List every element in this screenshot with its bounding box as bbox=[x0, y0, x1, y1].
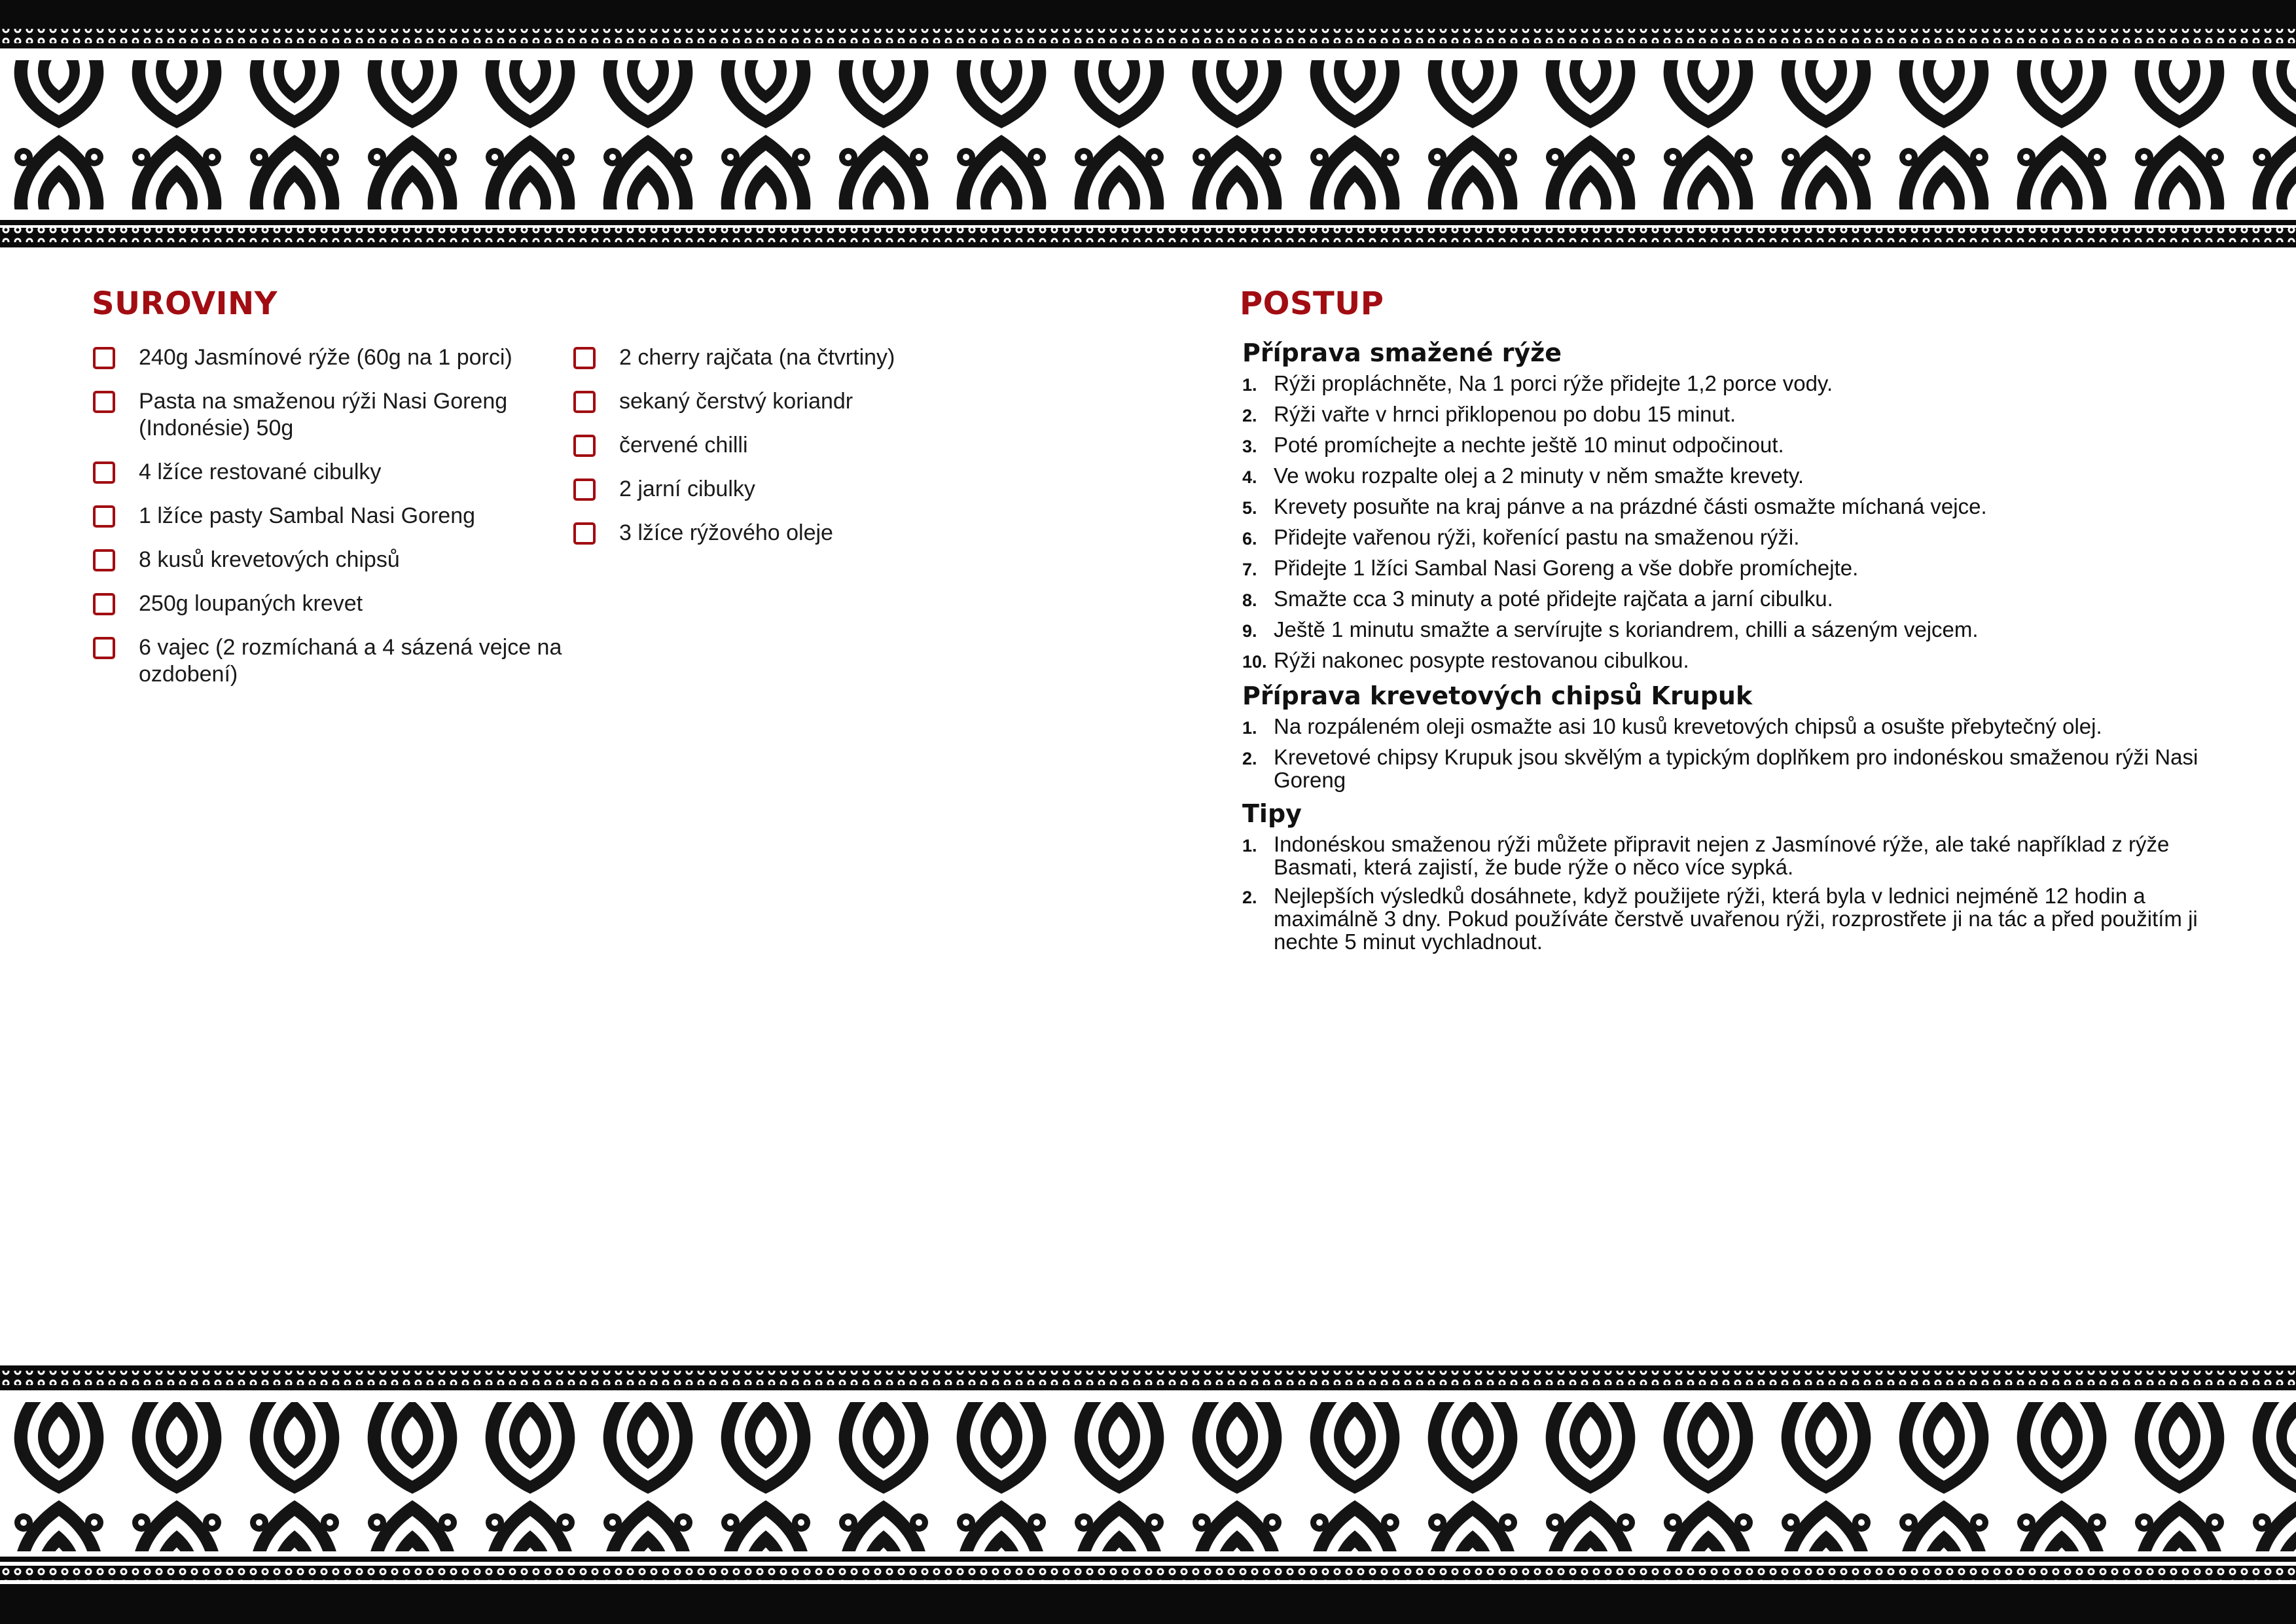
top-ornament-border bbox=[0, 0, 2296, 257]
step-text: Na rozpáleném oleji osmažte asi 10 kusů krevetových chipsů a osušte přebytečný olej. bbox=[1274, 714, 2102, 738]
ingredient-item bbox=[93, 344, 564, 371]
checkbox-icon[interactable] bbox=[93, 391, 115, 413]
step-item bbox=[1242, 618, 2211, 643]
ingredient-item bbox=[573, 388, 979, 415]
checkbox-icon[interactable] bbox=[573, 478, 596, 501]
ingredient-text: 2 jarní cibulky bbox=[619, 477, 755, 501]
ingredient-text: Pasta na smaženou rýži Nasi Goreng (Indonésie) 50g bbox=[139, 389, 508, 441]
checkbox-icon[interactable] bbox=[93, 637, 115, 659]
step-number: 10. bbox=[1242, 652, 1267, 672]
step-text: Nejlepších výsledků dosáhnete, když použijete rýži, která byla v lednici nejméně 12 hodin a maximálně 3 dny. Pokud používáte čerstvě uvařenou rýži, rozprostřete ji na tác a před použitím ji nechte 5 minut vychladnout. bbox=[1274, 884, 2198, 954]
method-content bbox=[1242, 336, 2211, 959]
ingredient-item bbox=[93, 547, 564, 573]
step-item bbox=[1242, 556, 2211, 581]
ingredient-item bbox=[93, 388, 564, 442]
ingredient-text: 250g loupaných krevet bbox=[139, 591, 363, 616]
checkbox-icon[interactable] bbox=[573, 347, 596, 369]
step-item bbox=[1242, 715, 2211, 740]
step-item bbox=[1242, 526, 2211, 550]
checkbox-icon[interactable] bbox=[93, 347, 115, 369]
step-item bbox=[1242, 649, 2211, 674]
step-text: Indonéskou smaženou rýži můžete připravit nejen z Jasmínové rýže, ale také například z rýže Basmati, která zajistí, že bude rýže o něco více sypká. bbox=[1274, 832, 2170, 879]
step-number: 4. bbox=[1242, 467, 1257, 487]
step-text: Ještě 1 minutu smažte a servírujte s koriandrem, chilli a sázeným vejcem. bbox=[1274, 617, 1979, 641]
step-number: 6. bbox=[1242, 529, 1257, 549]
ingredient-item bbox=[573, 520, 979, 547]
checkbox-icon[interactable] bbox=[93, 549, 115, 571]
method-title: POSTUP bbox=[1240, 285, 1384, 322]
ingredients-list-column-1 bbox=[93, 344, 564, 705]
ingredient-text: 1 lžíce pasty Sambal Nasi Goreng bbox=[139, 503, 476, 528]
step-number: 2. bbox=[1242, 749, 1257, 768]
step-item bbox=[1242, 833, 2211, 878]
step-number: 3. bbox=[1242, 437, 1257, 456]
ingredient-text: červené chilli bbox=[619, 433, 748, 458]
step-text: Krevety posuňte na kraj pánve a na prázdné části osmažte míchaná vejce. bbox=[1274, 494, 1987, 518]
checkbox-icon[interactable] bbox=[93, 593, 115, 615]
ingredient-text: 3 lžíce rýžového oleje bbox=[619, 520, 833, 545]
step-number: 8. bbox=[1242, 590, 1257, 610]
checkbox-icon[interactable] bbox=[573, 435, 596, 457]
step-item bbox=[1242, 495, 2211, 520]
step-text: Ve woku rozpalte olej a 2 minuty v něm smažte krevety. bbox=[1274, 463, 1804, 488]
ingredient-item bbox=[573, 432, 979, 459]
step-number: 1. bbox=[1242, 718, 1257, 738]
step-text: Rýži vařte v hrnci přiklopenou po dobu 15 minut. bbox=[1274, 402, 1736, 426]
step-text: Rýži propláchněte, Na 1 porci rýže přidejte 1,2 porce vody. bbox=[1274, 371, 1833, 395]
bottom-ornament-border bbox=[0, 1365, 2296, 1624]
step-item bbox=[1242, 464, 2211, 489]
step-item bbox=[1242, 403, 2211, 427]
step-item bbox=[1242, 587, 2211, 612]
step-item bbox=[1242, 372, 2211, 397]
ingredient-item bbox=[93, 459, 564, 486]
step-number: 7. bbox=[1242, 560, 1257, 579]
step-text: Krevetové chipsy Krupuk jsou skvělým a typickým doplňkem pro indonéskou smaženou rýži Nasi Goreng bbox=[1274, 745, 2198, 792]
ingredient-item bbox=[93, 590, 564, 617]
ingredient-item bbox=[573, 344, 979, 371]
step-number: 2. bbox=[1242, 406, 1257, 425]
steps-list-tips bbox=[1242, 833, 2211, 953]
checkbox-icon[interactable] bbox=[93, 461, 115, 484]
steps-list-rice bbox=[1242, 372, 2211, 674]
ingredient-item bbox=[93, 634, 564, 688]
step-text: Rýži nakonec posypte restovanou cibulkou. bbox=[1274, 648, 1689, 672]
step-item bbox=[1242, 433, 2211, 458]
ingredient-text: 4 lžíce restované cibulky bbox=[139, 460, 382, 484]
step-text: Poté promíchejte a nechte ještě 10 minut odpočinout. bbox=[1274, 433, 1784, 457]
ingredients-list-column-2 bbox=[573, 344, 979, 564]
subsection-title-rice: Příprava smažené rýže bbox=[1242, 338, 1562, 367]
step-number: 5. bbox=[1242, 498, 1257, 518]
ingredient-text: 2 cherry rajčata (na čtvrtiny) bbox=[619, 345, 895, 370]
ingredient-text: 8 kusů krevetových chipsů bbox=[139, 547, 400, 572]
ingredients-title: SUROVINY bbox=[92, 285, 278, 322]
step-number: 1. bbox=[1242, 375, 1257, 395]
ingredient-text: 6 vajec (2 rozmíchaná a 4 sázená vejce na ozdobení) bbox=[139, 635, 562, 687]
step-number: 1. bbox=[1242, 836, 1257, 856]
step-text: Smažte cca 3 minuty a poté přidejte rajčata a jarní cibulku. bbox=[1274, 586, 1833, 611]
step-item bbox=[1242, 746, 2211, 791]
ingredient-text: 240g Jasmínové rýže (60g na 1 porci) bbox=[139, 345, 512, 370]
subsection-title-tips: Tipy bbox=[1242, 799, 1302, 828]
step-number: 9. bbox=[1242, 621, 1257, 641]
subsection-title-chips: Příprava krevetových chipsů Krupuk bbox=[1242, 681, 1753, 710]
step-text: Přidejte 1 lžíci Sambal Nasi Goreng a vše dobře promíchejte. bbox=[1274, 556, 1859, 580]
checkbox-icon[interactable] bbox=[573, 391, 596, 413]
step-number: 2. bbox=[1242, 888, 1257, 907]
ingredient-item bbox=[573, 476, 979, 503]
ingredient-item bbox=[93, 503, 564, 530]
checkbox-icon[interactable] bbox=[573, 522, 596, 545]
checkbox-icon[interactable] bbox=[93, 505, 115, 528]
steps-list-chips bbox=[1242, 715, 2211, 791]
step-item bbox=[1242, 884, 2211, 953]
step-text: Přidejte vařenou rýži, kořenící pastu na smaženou rýži. bbox=[1274, 525, 1800, 549]
ingredient-text: sekaný čerstvý koriandr bbox=[619, 389, 853, 414]
